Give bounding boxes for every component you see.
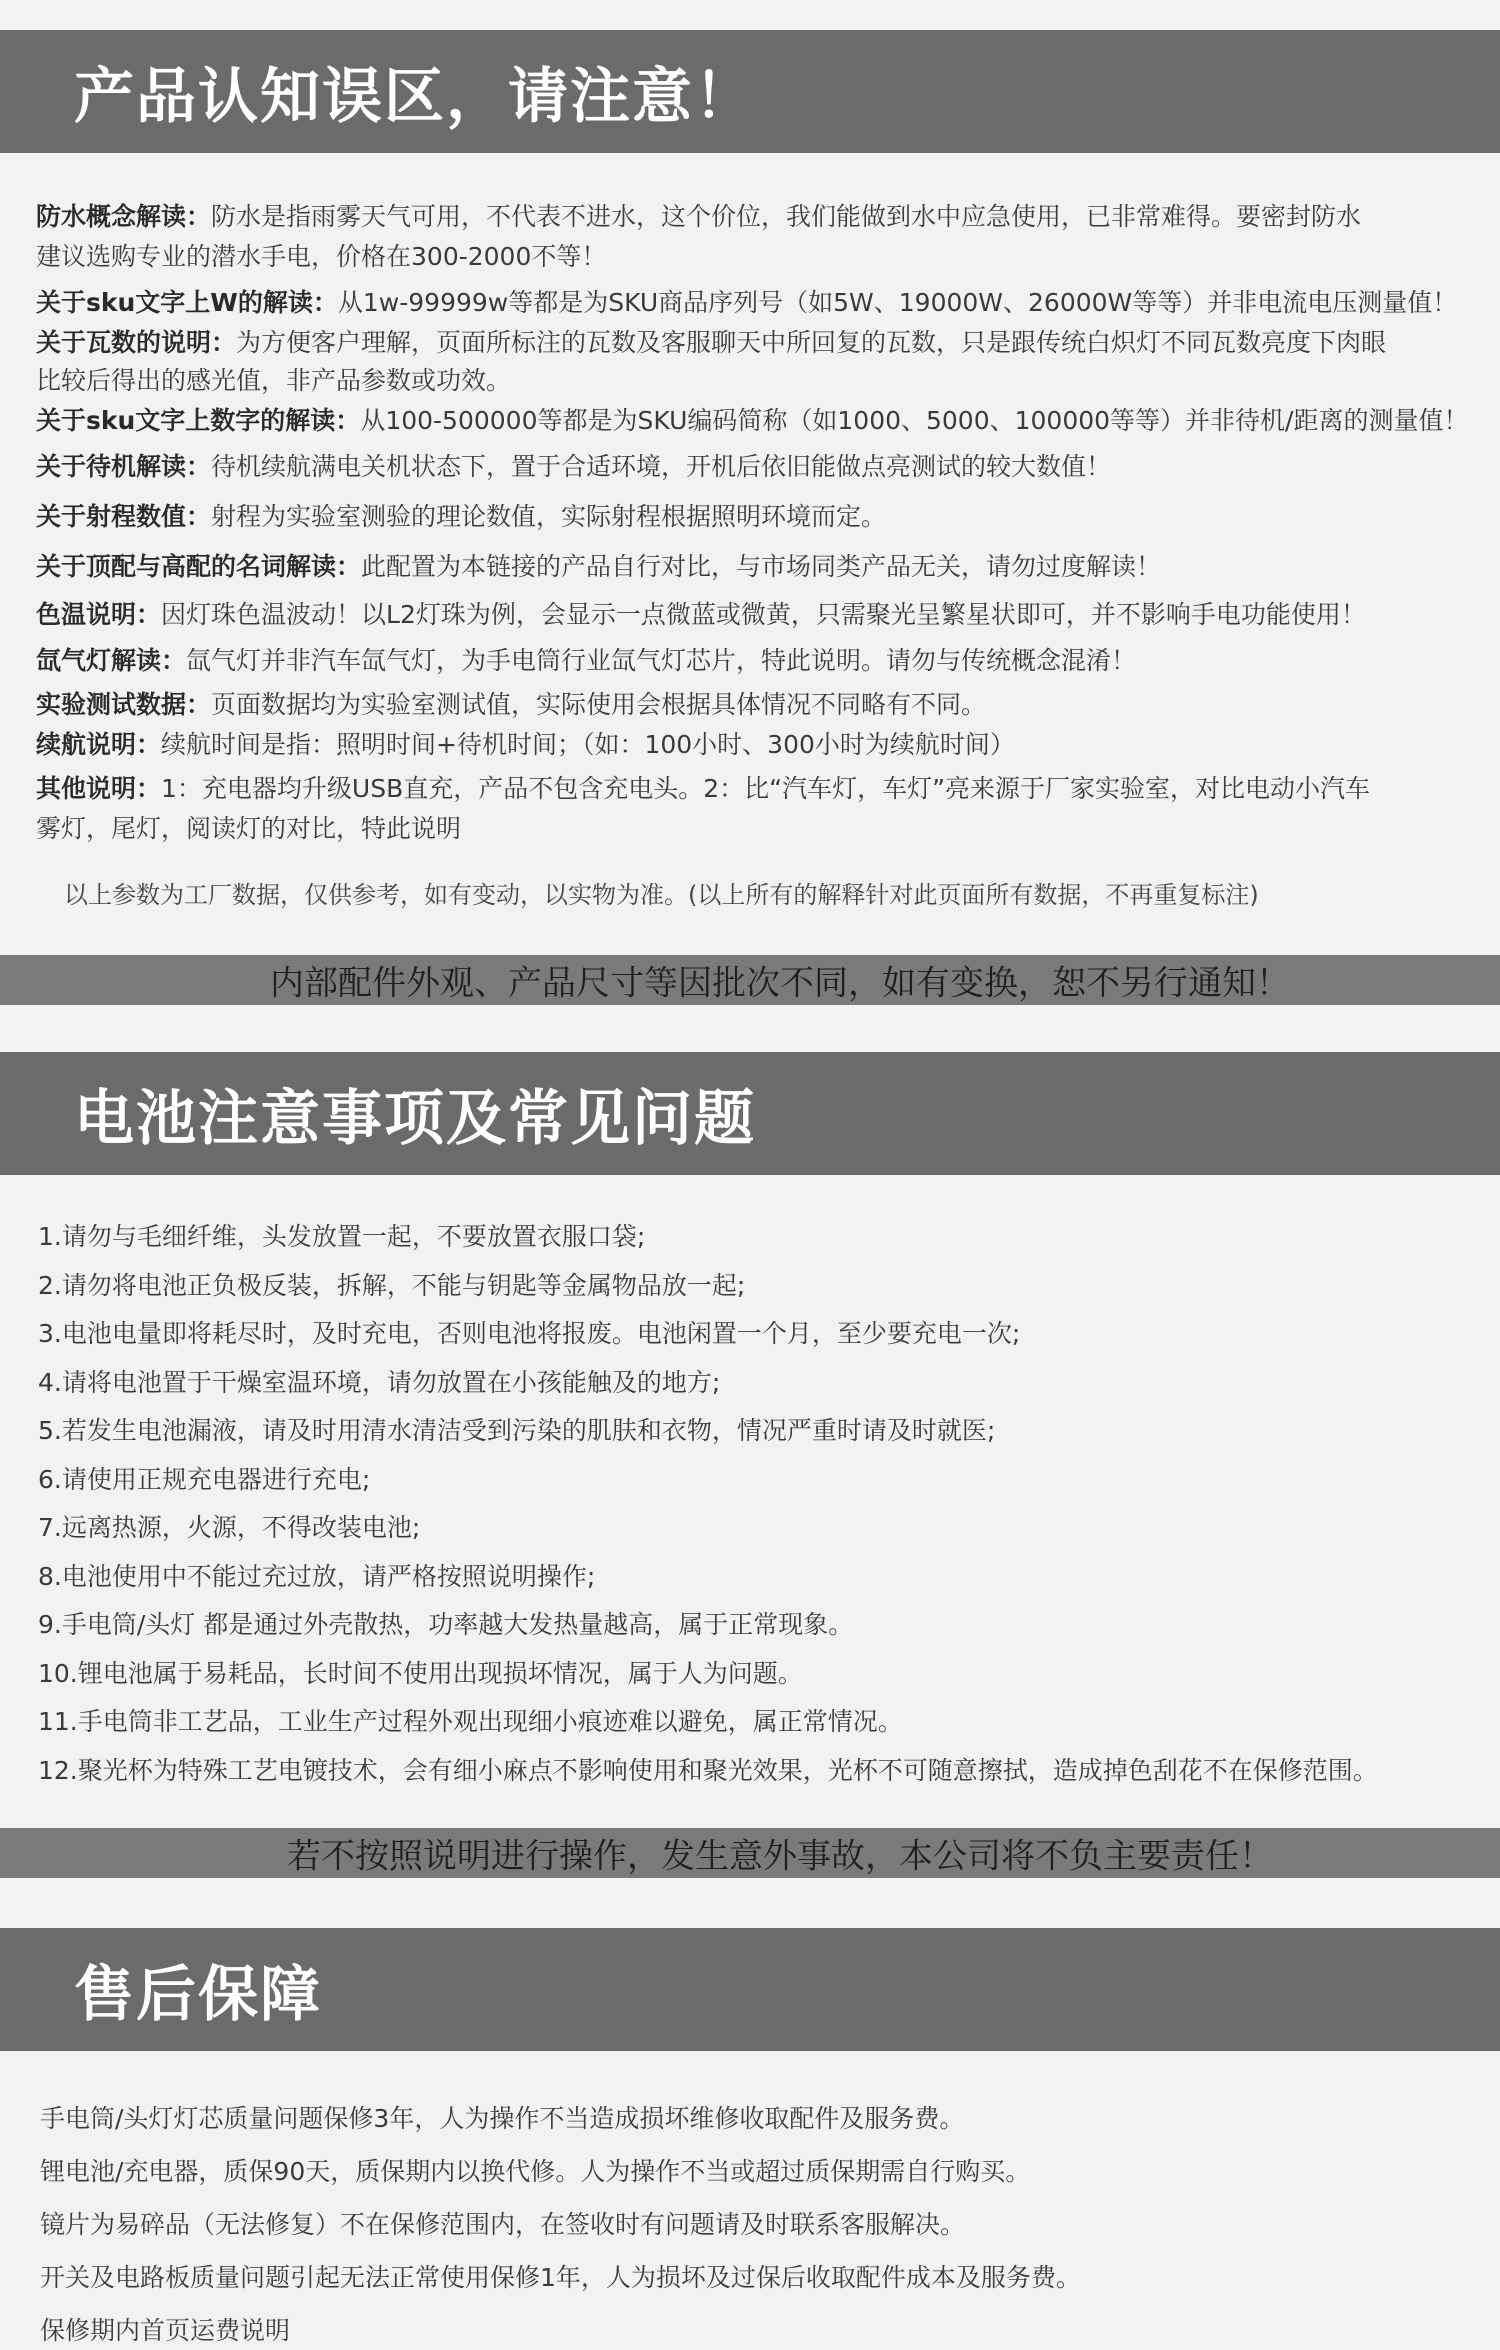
explanation-text: 比较后得出的感光值，非产品参数或功效。 bbox=[36, 366, 512, 395]
warranty-item: 锂电池/充电器，质保90天，质保期内以换代修。人为操作不当或超过质保期需自行购买。 bbox=[40, 2157, 1031, 2186]
explanation-text: 页面数据均为实验室测试值，实际使用会根据具体情况不同略有不同。 bbox=[211, 690, 987, 719]
battery-note-item: 2.请勿将电池正负极反装，拆解，不能与钥匙等金属物品放一起; bbox=[38, 1271, 746, 1300]
explanation-label: 关于sku文字上W的解读： bbox=[36, 288, 338, 317]
explanation-line bbox=[36, 686, 1476, 724]
explanation-label: 色温说明： bbox=[36, 600, 162, 629]
notice-text: 内部配件外观、产品尺寸等因批次不同，如有变换，恕不另行通知！ bbox=[270, 963, 1290, 1004]
explanation-text: 氙气灯并非汽车氙气灯，为手电筒行业氙气灯芯片，特此说明。请勿与传统概念混淆！ bbox=[186, 646, 1137, 675]
explanation-text: 待机续航满电关机状态下，置于合适环境，开机后依旧能做点亮测试的较大数值！ bbox=[211, 452, 1112, 481]
explanation-label: 防水概念解读： bbox=[36, 202, 212, 231]
explanation-text: 此配置为本链接的产品自行对比，与市场同类产品无关，请勿过度解读！ bbox=[361, 552, 1162, 581]
explanation-text: 因灯珠色温波动！以L2灯珠为例，会显示一点微蓝或微黄，只需聚光呈繁星状即可，并不影响手电功能使用！ bbox=[161, 600, 1366, 629]
battery-note-item: 5.若发生电池漏液，请及时用清水清洁受到污染的肌肤和衣物，情况严重时请及时就医; bbox=[38, 1416, 996, 1445]
battery-note-item: 6.请使用正规充电器进行充电; bbox=[38, 1465, 371, 1494]
explanation-text: 雾灯，尾灯，阅读灯的对比，特此说明 bbox=[36, 814, 462, 843]
battery-note-item: 1.请勿与毛细纤维，头发放置一起，不要放置衣服口袋; bbox=[38, 1222, 646, 1251]
explanation-line bbox=[36, 770, 1476, 808]
explanation-label: 关于顶配与高配的名词解读： bbox=[36, 552, 362, 581]
explanation-line bbox=[36, 362, 1476, 400]
section-banner-misconceptions bbox=[0, 30, 1500, 153]
section-banner-battery bbox=[0, 1052, 1500, 1175]
disclaimer-note: 以上参数为工厂数据，仅供参考，如有变动，以实物为准。(以上所有的解释针对此页面所有数据，不再重复标注) bbox=[64, 881, 1259, 909]
battery-note-item: 8.电池使用中不能过充过放，请严格按照说明操作; bbox=[38, 1562, 596, 1591]
explanation-line bbox=[36, 198, 1476, 236]
explanation-text: 续航时间是指：照明时间+待机时间；（如：100小时、300小时为续航时间） bbox=[161, 730, 1015, 759]
explanation-line bbox=[36, 810, 1476, 848]
explanation-line bbox=[36, 548, 1476, 586]
notice-text: 若不按照说明进行操作，发生意外事故，本公司将不负主要责任！ bbox=[287, 1836, 1273, 1877]
section-banner-after-sales bbox=[0, 1928, 1500, 2051]
explanation-label: 关于sku文字上数字的解读： bbox=[36, 406, 361, 435]
notice-bar-liability bbox=[0, 1828, 1500, 1878]
explanation-line bbox=[36, 642, 1476, 680]
explanation-line bbox=[36, 284, 1476, 322]
warranty-item: 镜片为易碎品（无法修复）不在保修范围内，在签收时有问题请及时联系客服解决。 bbox=[40, 2210, 966, 2239]
explanation-label: 关于射程数值： bbox=[36, 502, 212, 531]
explanation-text: 从1w-99999w等都是为SKU商品序列号（如5W、19000W、26000W等等）并非电流电压测量值！ bbox=[337, 288, 1458, 317]
battery-note-item: 12.聚光杯为特殊工艺电镀技术，会有细小麻点不影响使用和聚光效果，光杯不可随意擦拭，造成掉色刮花不在保修范围。 bbox=[38, 1756, 1378, 1785]
section-title: 售后保障 bbox=[74, 1959, 322, 2030]
battery-note-item: 3.电池电量即将耗尽时，及时充电，否则电池将报废。电池闲置一个月，至少要充电一次; bbox=[38, 1319, 1021, 1348]
explanation-line bbox=[36, 402, 1476, 440]
battery-note-item: 7.远离热源，火源，不得改装电池; bbox=[38, 1513, 421, 1542]
explanation-text: 防水是指雨雾天气可用，不代表不进水，这个价位，我们能做到水中应急使用，已非常难得。要密封防水 bbox=[211, 202, 1362, 231]
explanation-label: 氙气灯解读： bbox=[36, 646, 187, 675]
explanation-text: 从100-500000等都是为SKU编码简称（如1000、5000、100000等等）并非待机/距离的测量值！ bbox=[360, 406, 1469, 435]
explanation-label: 续航说明： bbox=[36, 730, 162, 759]
explanation-line bbox=[36, 498, 1476, 536]
explanation-line bbox=[36, 596, 1476, 634]
explanation-line bbox=[36, 726, 1476, 764]
explanation-text: 1：充电器均升级USB直充，产品不包含充电头。2：比“汽车灯，车灯”亮来源于厂家实验室，对比电动小汽车 bbox=[161, 774, 1371, 803]
explanation-line bbox=[36, 324, 1476, 362]
explanation-text: 为方便客户理解，页面所标注的瓦数及客服聊天中所回复的瓦数，只是跟传统白炽灯不同瓦数亮度下肉眼 bbox=[236, 328, 1387, 357]
warranty-item: 手电筒/头灯灯芯质量问题保修3年，人为操作不当造成损坏维修收取配件及服务费。 bbox=[40, 2104, 965, 2133]
section-title: 电池注意事项及常见问题 bbox=[74, 1083, 756, 1154]
notice-bar-batch-variation bbox=[0, 955, 1500, 1005]
battery-note-item: 11.手电筒非工艺品，工业生产过程外观出现细小痕迹难以避免，属正常情况。 bbox=[38, 1707, 903, 1736]
warranty-item: 开关及电路板质量问题引起无法正常使用保修1年，人为损坏及过保后收取配件成本及服务费。 bbox=[40, 2263, 1081, 2292]
explanation-text: 射程为实验室测验的理论数值，实际射程根据照明环境而定。 bbox=[211, 502, 887, 531]
explanation-text: 建议选购专业的潜水手电，价格在300-2000不等！ bbox=[36, 242, 607, 271]
explanation-line bbox=[36, 238, 1476, 276]
warranty-item: 保修期内首页运费说明 bbox=[40, 2316, 291, 2345]
explanation-line bbox=[36, 448, 1476, 486]
explanation-label: 其他说明： bbox=[36, 774, 162, 803]
battery-note-item: 4.请将电池置于干燥室温环境，请勿放置在小孩能触及的地方; bbox=[38, 1368, 721, 1397]
explanation-label: 关于待机解读： bbox=[36, 452, 212, 481]
battery-note-item: 10.锂电池属于易耗品，长时间不使用出现损坏情况，属于人为问题。 bbox=[38, 1659, 803, 1688]
battery-note-item: 9.手电筒/头灯 都是通过外壳散热，功率越大发热量越高，属于正常现象。 bbox=[38, 1610, 854, 1639]
explanation-label: 关于瓦数的说明： bbox=[36, 328, 237, 357]
explanation-label: 实验测试数据： bbox=[36, 690, 212, 719]
section-title: 产品认知误区，请注意！ bbox=[74, 61, 756, 132]
